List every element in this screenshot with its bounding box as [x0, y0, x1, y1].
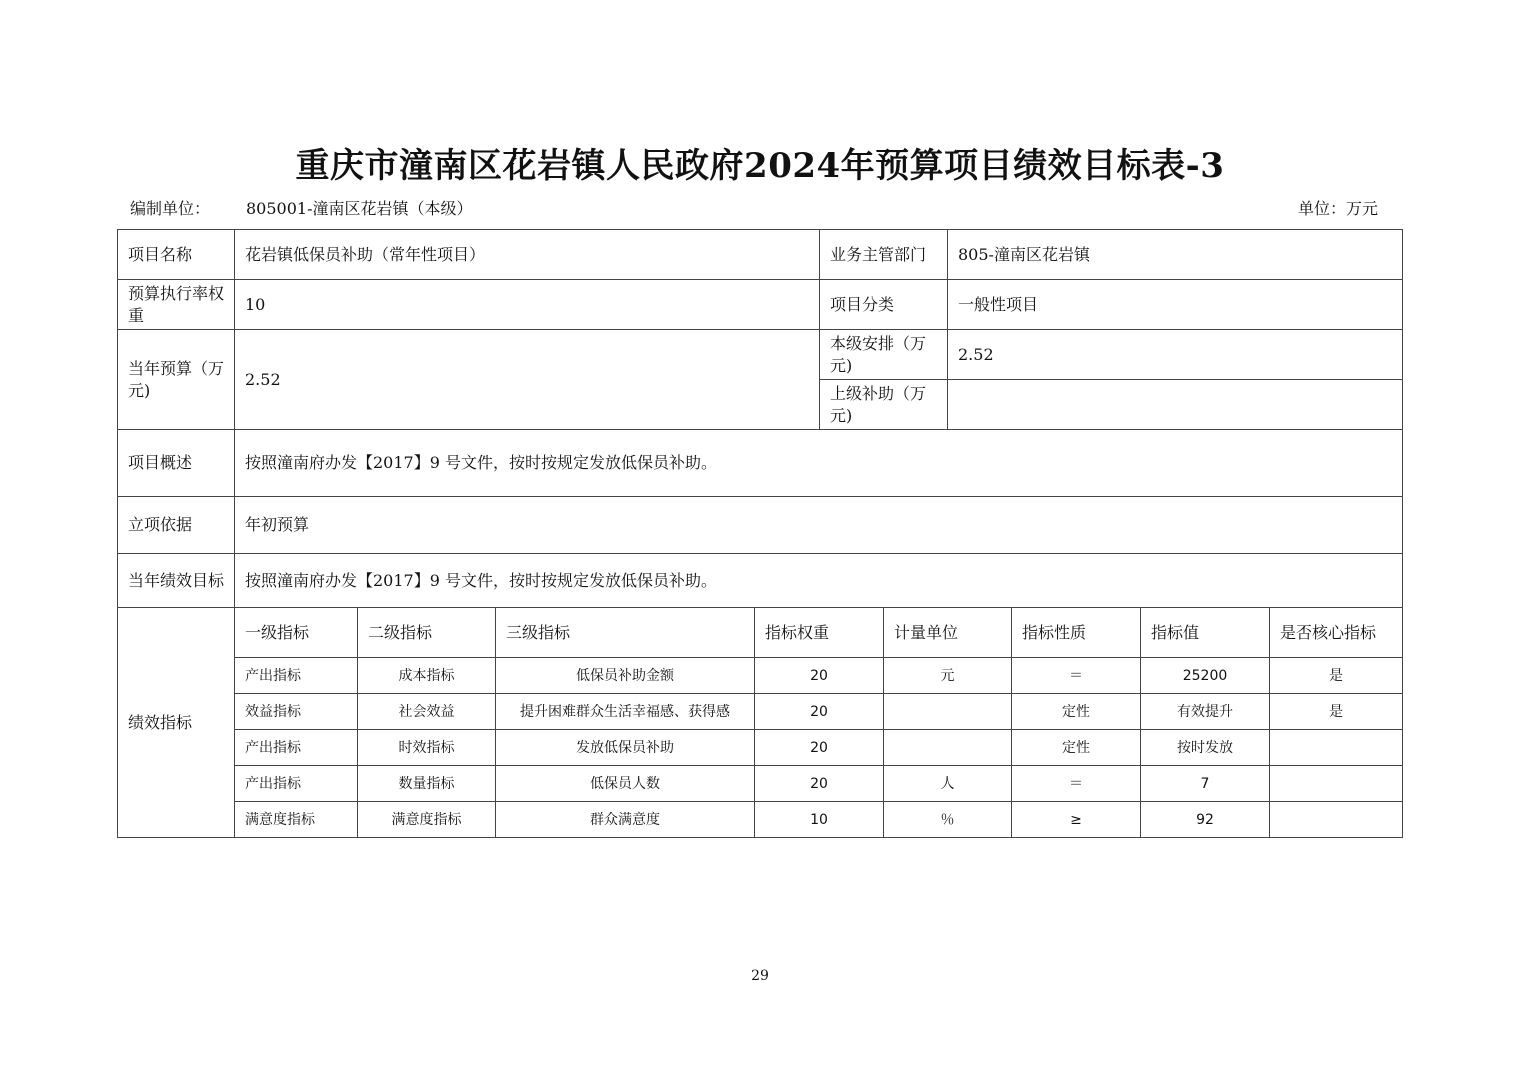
header-core: 是否核心指标 [1270, 608, 1403, 658]
row-nature: ＝ [1012, 766, 1141, 802]
row-value: 按时发放 [1141, 730, 1270, 766]
upper-value [948, 380, 1403, 430]
row-weight: 20 [755, 730, 884, 766]
row-level2: 满意度指标 [358, 802, 496, 838]
org-label: 编制单位： [130, 199, 211, 218]
org-line [130, 196, 473, 219]
row-core [1270, 766, 1403, 802]
header-level3: 三级指标 [496, 608, 755, 658]
row-core: 是 [1270, 658, 1403, 694]
header-nature: 指标性质 [1012, 608, 1141, 658]
category-label: 项目分类 [820, 280, 948, 330]
row-nature: 定性 [1012, 694, 1141, 730]
table-row [118, 694, 1403, 730]
row-unit: ％ [884, 802, 1012, 838]
row-level1: 满意度指标 [235, 802, 358, 838]
row-unit: 人 [884, 766, 1012, 802]
row-level3: 提升困难群众生活幸福感、获得感 [496, 694, 755, 730]
row-nature: 定性 [1012, 730, 1141, 766]
row-core [1270, 730, 1403, 766]
overview-value: 按照潼南府办发【2017】9 号文件，按时按规定发放低保员补助。 [235, 430, 1403, 497]
row-level2: 成本指标 [358, 658, 496, 694]
basis-label: 立项依据 [118, 497, 235, 554]
local-label: 本级安排（万元) [820, 330, 948, 380]
header-weight: 指标权重 [755, 608, 884, 658]
row-weight: 20 [755, 694, 884, 730]
row-level1: 产出指标 [235, 766, 358, 802]
row-weight: 20 [755, 766, 884, 802]
row-nature: ＝ [1012, 658, 1141, 694]
row-level3: 低保员人数 [496, 766, 755, 802]
row-level3: 发放低保员补助 [496, 730, 755, 766]
dept-value: 805-潼南区花岩镇 [948, 230, 1403, 280]
budget-label: 当年预算（万元) [118, 330, 235, 430]
row-level1: 产出指标 [235, 730, 358, 766]
row-level2: 社会效益 [358, 694, 496, 730]
basis-value: 年初预算 [235, 497, 1403, 554]
row-nature: ≥ [1012, 802, 1141, 838]
page-title: 重庆市潼南区花岩镇人民政府2024年预算项目绩效目标表-3 [295, 146, 1225, 186]
project-name-value: 花岩镇低保员补助（常年性项目） [235, 230, 820, 280]
row-unit: 元 [884, 658, 1012, 694]
row-value: 有效提升 [1141, 694, 1270, 730]
row-weight: 20 [755, 658, 884, 694]
row-core: 是 [1270, 694, 1403, 730]
row-unit [884, 694, 1012, 730]
table-row [118, 766, 1403, 802]
category-value: 一般性项目 [948, 280, 1403, 330]
table-row [118, 730, 1403, 766]
budget-value: 2.52 [235, 330, 820, 430]
goal-value: 按照潼南府办发【2017】9 号文件，按时按规定发放低保员补助。 [235, 554, 1403, 608]
table-row [118, 658, 1403, 694]
overview-label: 项目概述 [118, 430, 235, 497]
indicators-table [117, 607, 1403, 838]
row-weight: 10 [755, 802, 884, 838]
row-core [1270, 802, 1403, 838]
header-level1: 一级指标 [235, 608, 358, 658]
row-value: 7 [1141, 766, 1270, 802]
row-level2: 时效指标 [358, 730, 496, 766]
row-value: 25200 [1141, 658, 1270, 694]
row-unit [884, 730, 1012, 766]
row-level3: 低保员补助金额 [496, 658, 755, 694]
project-name-label: 项目名称 [118, 230, 235, 280]
header-value: 指标值 [1141, 608, 1270, 658]
goal-label: 当年绩效目标 [118, 554, 235, 608]
row-level1: 效益指标 [235, 694, 358, 730]
weight-value: 10 [235, 280, 820, 330]
row-level1: 产出指标 [235, 658, 358, 694]
header-level2: 二级指标 [358, 608, 496, 658]
upper-label: 上级补助（万元) [820, 380, 948, 430]
project-info-table [117, 229, 1403, 608]
perf-label: 绩效指标 [118, 608, 235, 838]
unit-label: 单位：万元 [1298, 199, 1379, 218]
table-row [118, 802, 1403, 838]
row-value: 92 [1141, 802, 1270, 838]
header-unit: 计量单位 [884, 608, 1012, 658]
dept-label: 业务主管部门 [820, 230, 948, 280]
local-value: 2.52 [948, 330, 1403, 380]
org-value: 805001-潼南区花岩镇（本级） [246, 199, 473, 218]
row-level2: 数量指标 [358, 766, 496, 802]
weight-label: 预算执行率权重 [118, 280, 235, 330]
page-number: 29 [751, 968, 769, 984]
row-level3: 群众满意度 [496, 802, 755, 838]
